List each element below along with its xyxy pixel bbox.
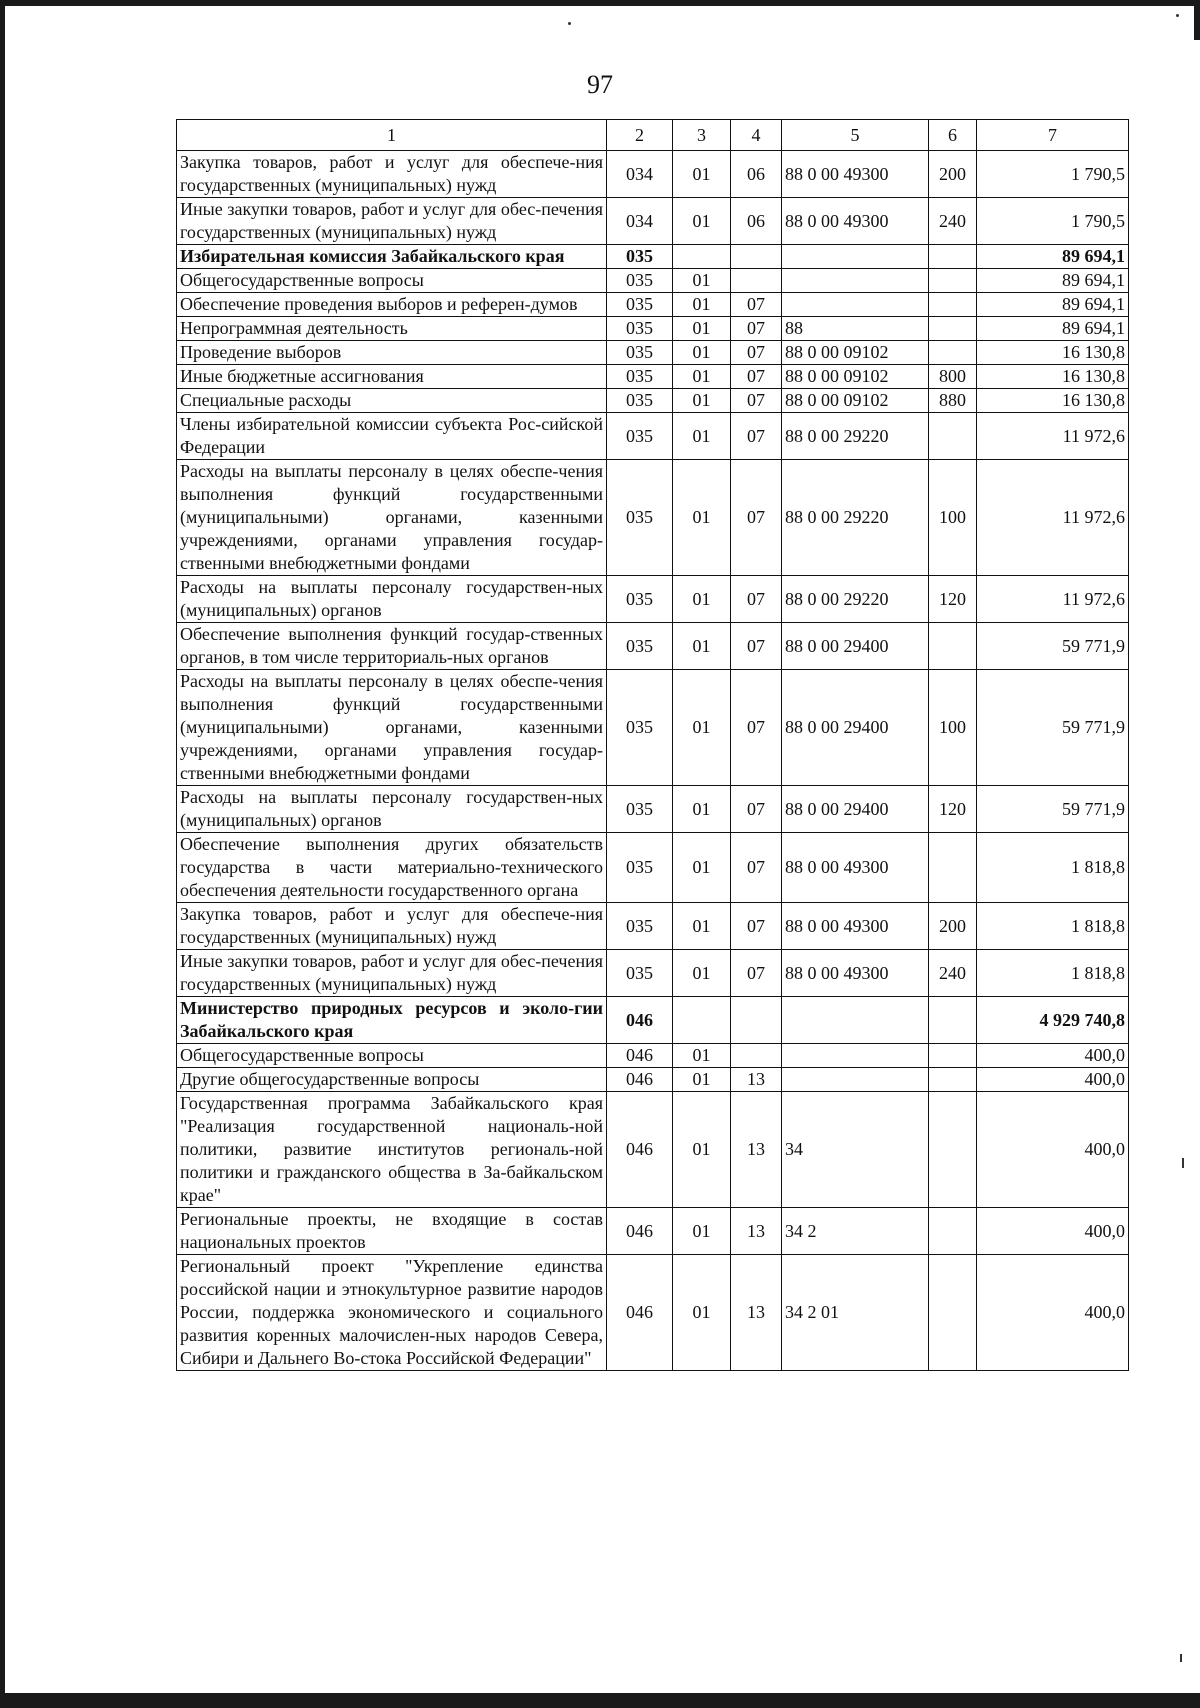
expense-type-cell: 880 bbox=[929, 389, 977, 413]
table-row bbox=[177, 576, 1129, 623]
page-number: 97 bbox=[587, 70, 613, 99]
table-row bbox=[177, 833, 1129, 903]
expense-type-cell: 240 bbox=[929, 198, 977, 245]
admin-code-cell: 035 bbox=[607, 341, 673, 365]
subsection-code-cell: 07 bbox=[731, 576, 782, 623]
target-article-cell: 88 0 00 29220 bbox=[782, 576, 929, 623]
expense-type-cell: 100 bbox=[929, 670, 977, 786]
table-row bbox=[177, 365, 1129, 389]
target-article-cell: 88 0 00 29220 bbox=[782, 460, 929, 576]
target-article-cell: 88 0 00 29400 bbox=[782, 670, 929, 786]
amount-cell: 11 972,6 bbox=[977, 460, 1129, 576]
expense-type-cell: 800 bbox=[929, 365, 977, 389]
row-name-cell: Непрограммная деятельность bbox=[177, 317, 607, 341]
admin-code-cell: 046 bbox=[607, 997, 673, 1044]
table-row bbox=[177, 1092, 1129, 1208]
table-row bbox=[177, 317, 1129, 341]
table-row bbox=[177, 413, 1129, 460]
section-code-cell: 01 bbox=[673, 1208, 731, 1255]
table-row bbox=[177, 903, 1129, 950]
amount-cell: 11 972,6 bbox=[977, 576, 1129, 623]
expense-type-cell bbox=[929, 833, 977, 903]
subsection-code-cell: 07 bbox=[731, 833, 782, 903]
scan-border-bottom bbox=[0, 1693, 1200, 1708]
expense-type-cell bbox=[929, 341, 977, 365]
amount-cell: 1 790,5 bbox=[977, 198, 1129, 245]
section-code-cell: 01 bbox=[673, 341, 731, 365]
section-code-cell: 01 bbox=[673, 1068, 731, 1092]
amount-cell: 400,0 bbox=[977, 1255, 1129, 1371]
admin-code-cell: 035 bbox=[607, 786, 673, 833]
subsection-code-cell: 07 bbox=[731, 950, 782, 997]
admin-code-cell: 035 bbox=[607, 460, 673, 576]
section-code-cell: 01 bbox=[673, 460, 731, 576]
table-row bbox=[177, 389, 1129, 413]
subsection-code-cell: 13 bbox=[731, 1255, 782, 1371]
amount-cell: 400,0 bbox=[977, 1208, 1129, 1255]
scan-border-top bbox=[0, 0, 1200, 6]
target-article-cell: 88 0 00 09102 bbox=[782, 389, 929, 413]
table-row bbox=[177, 997, 1129, 1044]
admin-code-cell: 035 bbox=[607, 413, 673, 460]
row-name-cell: Специальные расходы bbox=[177, 389, 607, 413]
amount-cell: 59 771,9 bbox=[977, 786, 1129, 833]
amount-cell: 89 694,1 bbox=[977, 245, 1129, 269]
column-header: 7 bbox=[977, 120, 1129, 151]
amount-cell: 89 694,1 bbox=[977, 317, 1129, 341]
amount-cell: 16 130,8 bbox=[977, 389, 1129, 413]
subsection-code-cell bbox=[731, 269, 782, 293]
amount-cell: 4 929 740,8 bbox=[977, 997, 1129, 1044]
row-name-cell: Министерство природных ресурсов и эколо-гии Забайкальского края bbox=[177, 997, 607, 1044]
section-code-cell: 01 bbox=[673, 198, 731, 245]
row-name-cell: Расходы на выплаты персоналу государствен-ных (муниципальных) органов bbox=[177, 576, 607, 623]
row-name-cell: Избирательная комиссия Забайкальского края bbox=[177, 245, 607, 269]
table-row bbox=[177, 460, 1129, 576]
table-row bbox=[177, 1208, 1129, 1255]
subsection-code-cell: 07 bbox=[731, 786, 782, 833]
column-header: 3 bbox=[673, 120, 731, 151]
target-article-cell: 34 bbox=[782, 1092, 929, 1208]
row-name-cell: Иные бюджетные ассигнования bbox=[177, 365, 607, 389]
admin-code-cell: 035 bbox=[607, 245, 673, 269]
admin-code-cell: 035 bbox=[607, 623, 673, 670]
column-header: 4 bbox=[731, 120, 782, 151]
column-header: 6 bbox=[929, 120, 977, 151]
row-name-cell: Общегосударственные вопросы bbox=[177, 1044, 607, 1068]
subsection-code-cell: 07 bbox=[731, 293, 782, 317]
target-article-cell: 88 bbox=[782, 317, 929, 341]
table-row bbox=[177, 670, 1129, 786]
section-code-cell: 01 bbox=[673, 950, 731, 997]
column-header: 2 bbox=[607, 120, 673, 151]
table-row bbox=[177, 293, 1129, 317]
amount-cell: 16 130,8 bbox=[977, 365, 1129, 389]
row-name-cell: Расходы на выплаты персоналу государствен-ных (муниципальных) органов bbox=[177, 786, 607, 833]
target-article-cell bbox=[782, 997, 929, 1044]
target-article-cell: 88 0 00 09102 bbox=[782, 365, 929, 389]
admin-code-cell: 034 bbox=[607, 151, 673, 198]
row-name-cell: Другие общегосударственные вопросы bbox=[177, 1068, 607, 1092]
budget-table bbox=[176, 119, 1129, 1371]
expense-type-cell bbox=[929, 623, 977, 670]
section-code-cell bbox=[673, 997, 731, 1044]
amount-cell: 59 771,9 bbox=[977, 623, 1129, 670]
table-row bbox=[177, 623, 1129, 670]
scan-border-right bbox=[1194, 0, 1200, 40]
section-code-cell: 01 bbox=[673, 365, 731, 389]
target-article-cell bbox=[782, 1044, 929, 1068]
table-row bbox=[177, 151, 1129, 198]
section-code-cell: 01 bbox=[673, 389, 731, 413]
subsection-code-cell: 06 bbox=[731, 198, 782, 245]
subsection-code-cell: 06 bbox=[731, 151, 782, 198]
subsection-code-cell: 07 bbox=[731, 413, 782, 460]
target-article-cell: 88 0 00 49300 bbox=[782, 833, 929, 903]
expense-type-cell bbox=[929, 269, 977, 293]
target-article-cell: 88 0 00 49300 bbox=[782, 903, 929, 950]
subsection-code-cell: 07 bbox=[731, 389, 782, 413]
target-article-cell: 88 0 00 49300 bbox=[782, 950, 929, 997]
target-article-cell: 88 0 00 29220 bbox=[782, 413, 929, 460]
target-article-cell: 88 0 00 49300 bbox=[782, 198, 929, 245]
admin-code-cell: 035 bbox=[607, 950, 673, 997]
section-code-cell: 01 bbox=[673, 623, 731, 670]
subsection-code-cell bbox=[731, 245, 782, 269]
section-code-cell: 01 bbox=[673, 1255, 731, 1371]
expense-type-cell bbox=[929, 317, 977, 341]
amount-cell: 59 771,9 bbox=[977, 670, 1129, 786]
subsection-code-cell: 13 bbox=[731, 1092, 782, 1208]
column-header: 5 bbox=[782, 120, 929, 151]
table-row bbox=[177, 269, 1129, 293]
target-article-cell: 88 0 00 29400 bbox=[782, 623, 929, 670]
target-article-cell: 34 2 01 bbox=[782, 1255, 929, 1371]
target-article-cell: 88 0 00 09102 bbox=[782, 341, 929, 365]
section-code-cell: 01 bbox=[673, 1044, 731, 1068]
subsection-code-cell bbox=[731, 1044, 782, 1068]
table-row bbox=[177, 786, 1129, 833]
amount-cell: 89 694,1 bbox=[977, 269, 1129, 293]
amount-cell: 1 818,8 bbox=[977, 950, 1129, 997]
row-name-cell: Иные закупки товаров, работ и услуг для обес-печения государственных (муниципальных) нужд bbox=[177, 950, 607, 997]
expense-type-cell bbox=[929, 1044, 977, 1068]
expense-type-cell bbox=[929, 997, 977, 1044]
row-name-cell: Государственная программа Забайкальского края "Реализация государственной националь-ной политики, развитие институтов региональ-ной политики и гражданского общества в За-байкальском крае" bbox=[177, 1092, 607, 1208]
amount-cell: 1 818,8 bbox=[977, 903, 1129, 950]
subsection-code-cell: 13 bbox=[731, 1208, 782, 1255]
amount-cell: 11 972,6 bbox=[977, 413, 1129, 460]
admin-code-cell: 035 bbox=[607, 670, 673, 786]
expense-type-cell: 200 bbox=[929, 903, 977, 950]
subsection-code-cell: 07 bbox=[731, 365, 782, 389]
target-article-cell bbox=[782, 269, 929, 293]
admin-code-cell: 035 bbox=[607, 833, 673, 903]
scan-speck bbox=[1182, 1158, 1184, 1168]
section-code-cell: 01 bbox=[673, 413, 731, 460]
row-name-cell: Обеспечение выполнения функций государ-ственных органов, в том числе территориаль-ных органов bbox=[177, 623, 607, 670]
row-name-cell: Региональные проекты, не входящие в состав национальных проектов bbox=[177, 1208, 607, 1255]
expense-type-cell bbox=[929, 413, 977, 460]
table-row bbox=[177, 198, 1129, 245]
amount-cell: 16 130,8 bbox=[977, 341, 1129, 365]
section-code-cell: 01 bbox=[673, 786, 731, 833]
expense-type-cell bbox=[929, 1092, 977, 1208]
row-name-cell: Проведение выборов bbox=[177, 341, 607, 365]
section-code-cell: 01 bbox=[673, 151, 731, 198]
amount-cell: 400,0 bbox=[977, 1068, 1129, 1092]
column-header: 1 bbox=[177, 120, 607, 151]
scan-speck bbox=[1176, 14, 1179, 17]
table-header-row bbox=[177, 120, 1129, 151]
target-article-cell: 34 2 bbox=[782, 1208, 929, 1255]
expense-type-cell: 240 bbox=[929, 950, 977, 997]
section-code-cell: 01 bbox=[673, 293, 731, 317]
admin-code-cell: 034 bbox=[607, 198, 673, 245]
section-code-cell: 01 bbox=[673, 903, 731, 950]
admin-code-cell: 035 bbox=[607, 389, 673, 413]
subsection-code-cell: 07 bbox=[731, 623, 782, 670]
row-name-cell: Обеспечение проведения выборов и референ-думов bbox=[177, 293, 607, 317]
expense-type-cell bbox=[929, 245, 977, 269]
subsection-code-cell: 07 bbox=[731, 903, 782, 950]
admin-code-cell: 035 bbox=[607, 365, 673, 389]
admin-code-cell: 046 bbox=[607, 1092, 673, 1208]
admin-code-cell: 046 bbox=[607, 1068, 673, 1092]
admin-code-cell: 046 bbox=[607, 1208, 673, 1255]
table-row bbox=[177, 341, 1129, 365]
section-code-cell bbox=[673, 245, 731, 269]
row-name-cell: Члены избирательной комиссии субъекта Рос-сийской Федерации bbox=[177, 413, 607, 460]
admin-code-cell: 035 bbox=[607, 576, 673, 623]
expense-type-cell bbox=[929, 1068, 977, 1092]
amount-cell: 400,0 bbox=[977, 1044, 1129, 1068]
table-row bbox=[177, 1068, 1129, 1092]
subsection-code-cell: 07 bbox=[731, 341, 782, 365]
table-row bbox=[177, 1044, 1129, 1068]
expense-type-cell: 120 bbox=[929, 786, 977, 833]
subsection-code-cell: 07 bbox=[731, 317, 782, 341]
target-article-cell: 88 0 00 49300 bbox=[782, 151, 929, 198]
admin-code-cell: 035 bbox=[607, 269, 673, 293]
subsection-code-cell: 07 bbox=[731, 460, 782, 576]
section-code-cell: 01 bbox=[673, 576, 731, 623]
section-code-cell: 01 bbox=[673, 269, 731, 293]
section-code-cell: 01 bbox=[673, 833, 731, 903]
row-name-cell: Обеспечение выполнения других обязательств государства в части материально-технического обеспечения деятельности государственного органа bbox=[177, 833, 607, 903]
table-row bbox=[177, 245, 1129, 269]
admin-code-cell: 035 bbox=[607, 903, 673, 950]
admin-code-cell: 035 bbox=[607, 293, 673, 317]
admin-code-cell: 046 bbox=[607, 1044, 673, 1068]
row-name-cell: Закупка товаров, работ и услуг для обеспече-ния государственных (муниципальных) нужд bbox=[177, 151, 607, 198]
expense-type-cell bbox=[929, 293, 977, 317]
target-article-cell bbox=[782, 1068, 929, 1092]
admin-code-cell: 035 bbox=[607, 317, 673, 341]
target-article-cell bbox=[782, 293, 929, 317]
target-article-cell: 88 0 00 29400 bbox=[782, 786, 929, 833]
table-row bbox=[177, 950, 1129, 997]
expense-type-cell: 200 bbox=[929, 151, 977, 198]
row-name-cell: Общегосударственные вопросы bbox=[177, 269, 607, 293]
scan-speck bbox=[1180, 1654, 1182, 1662]
scan-speck bbox=[568, 22, 571, 25]
subsection-code-cell: 07 bbox=[731, 670, 782, 786]
row-name-cell: Расходы на выплаты персоналу в целях обеспе-чения выполнения функций государственными (муниципальными) органами, казенными учреждениями, органами управления государ-ственными внебюджетными фондами bbox=[177, 460, 607, 576]
section-code-cell: 01 bbox=[673, 1092, 731, 1208]
row-name-cell: Расходы на выплаты персоналу в целях обеспе-чения выполнения функций государственными (муниципальными) органами, казенными учреждениями, органами управления государ-ственными внебюджетными фондами bbox=[177, 670, 607, 786]
row-name-cell: Закупка товаров, работ и услуг для обеспече-ния государственных (муниципальных) нужд bbox=[177, 903, 607, 950]
row-name-cell: Иные закупки товаров, работ и услуг для обес-печения государственных (муниципальных) нужд bbox=[177, 198, 607, 245]
table-row bbox=[177, 1255, 1129, 1371]
amount-cell: 89 694,1 bbox=[977, 293, 1129, 317]
row-name-cell: Региональный проект "Укрепление единства российской нации и этнокультурное развитие народов России, поддержка экономического и социального развития коренных малочислен-ных народов Севера, Сибири и Дальнего Во-стока Российской Федерации" bbox=[177, 1255, 607, 1371]
subsection-code-cell bbox=[731, 997, 782, 1044]
scan-border-left bbox=[0, 0, 5, 1708]
expense-type-cell: 120 bbox=[929, 576, 977, 623]
admin-code-cell: 046 bbox=[607, 1255, 673, 1371]
amount-cell: 400,0 bbox=[977, 1092, 1129, 1208]
amount-cell: 1 790,5 bbox=[977, 151, 1129, 198]
subsection-code-cell: 13 bbox=[731, 1068, 782, 1092]
expense-type-cell bbox=[929, 1208, 977, 1255]
expense-type-cell bbox=[929, 1255, 977, 1371]
expense-type-cell: 100 bbox=[929, 460, 977, 576]
section-code-cell: 01 bbox=[673, 317, 731, 341]
amount-cell: 1 818,8 bbox=[977, 833, 1129, 903]
target-article-cell bbox=[782, 245, 929, 269]
section-code-cell: 01 bbox=[673, 670, 731, 786]
